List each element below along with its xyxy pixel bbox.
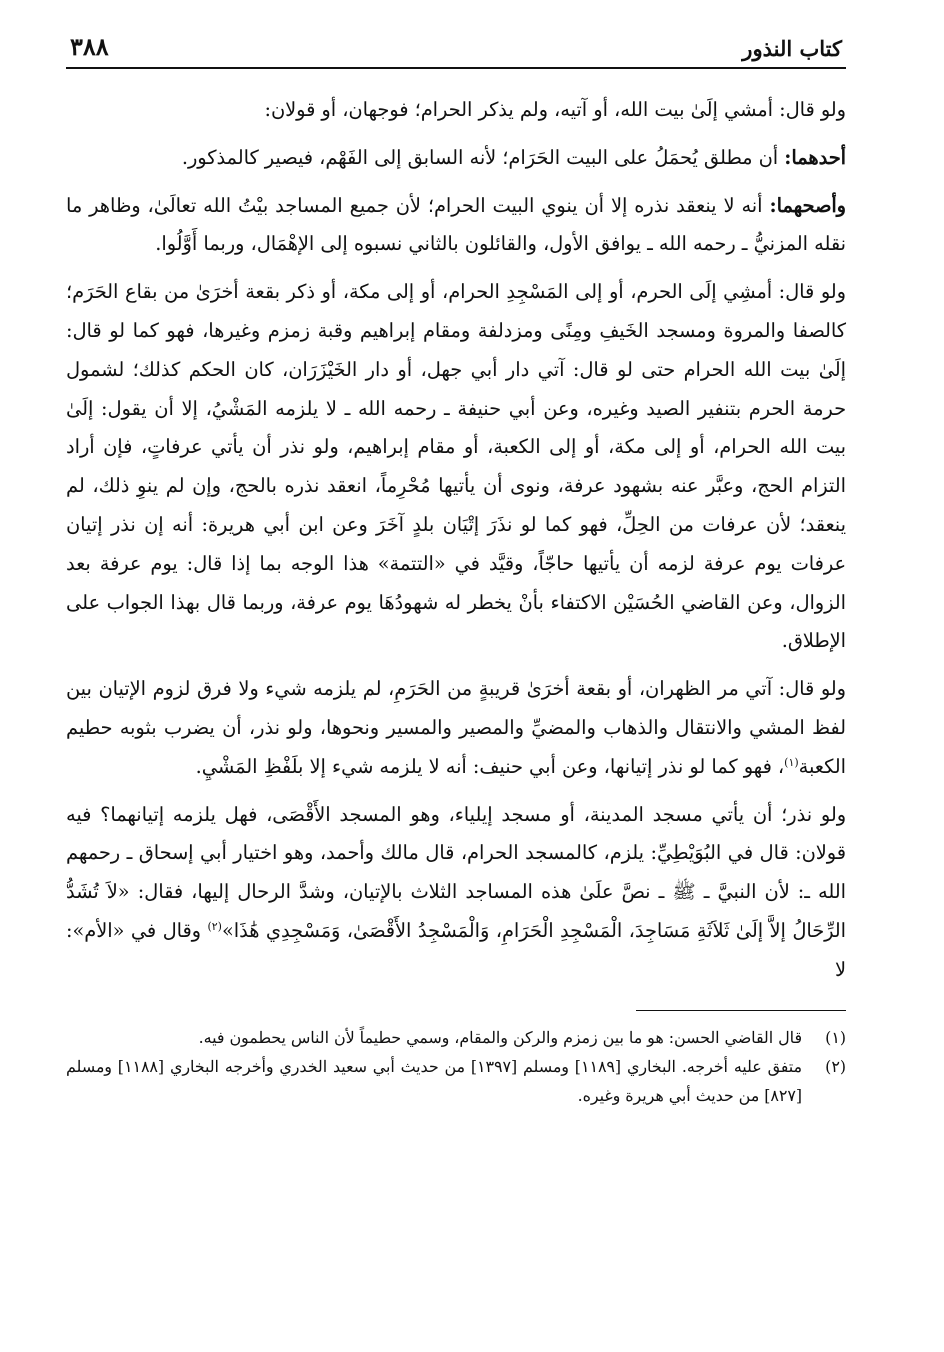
paragraph-text: ولو قال: أمشي إلَىٰ بيت الله، أو آتيه، ولم يذكر الحرام؛ فوجهان، أو قولان: <box>264 98 846 121</box>
paragraph <box>66 670 846 786</box>
book-title: كتاب النذور <box>742 36 842 61</box>
footnote <box>66 1023 846 1052</box>
footnote-reference[interactable]: (١) <box>784 755 799 769</box>
footnote-divider <box>636 1010 846 1011</box>
paragraph <box>66 796 846 990</box>
book-page <box>66 32 846 1110</box>
page-number: ٣٨٨ <box>70 32 109 61</box>
paragraph-text: أن مطلق يُحمَلُ على البيت الحَرَام؛ لأنه السابق إلى الفَهْم، فيصير كالمذكور. <box>181 145 785 169</box>
paragraph-text: ولو قال: آتي مر الظهران، أو بقعة أخرَىٰ قريبةٍ من الحَرَمِ، لم يلزمه شيء ولا فرق لزوم الإتيان بين لفظ المشي والانتقال والذهاب والمضيِّ والمصير والمسير ونحوها، ولو نذر، أن يضرب بثوبه حطيم الكعبة <box>66 677 846 778</box>
paragraph-text-continued: ، فهو كما لو نذر إتيانها، وعن أبي حنيف: أنه لا يلزمه شيء إلا بلَفْظِ المَشْيِ. <box>195 754 785 778</box>
paragraph <box>66 187 846 265</box>
page-header <box>66 32 846 69</box>
paragraph-text: أنه لا ينعقد نذره إلا أن ينوي البيت الحرام؛ لأن جميع المساجد بيْتُ الله تعالَىٰ، وظاهر ما نقله المزنيُّ ـ رحمه الله ـ يوافق الأول، والقائلون بالثاني نسبوه إلى الإهْمَال، وربما أَوَّلُوا. <box>66 193 846 256</box>
footnote-number: (٢) <box>825 1056 846 1076</box>
footnote-text: قال القاضي الحسن: هو ما بين زمزم والركن والمقام، وسمي حطيماً لأن الناس يحطمون فيه. <box>198 1027 802 1047</box>
footnote-reference[interactable]: (٢) <box>207 919 222 933</box>
footnote-text: متفق عليه أخرجه. البخاري [١١٨٩] ومسلم [١٣٩٧] من حديث أبي سعيد الخدري وأخرجه البخاري [١١٨٨] ومسلم [٨٢٧] من حديث أبي هريرة وغيره. <box>66 1056 802 1105</box>
paragraph <box>66 273 846 661</box>
footnote-number: (١) <box>825 1027 846 1047</box>
paragraph-text-continued: وقال في «الأم»: لا <box>66 918 846 981</box>
paragraph-lead: وأصحهما: <box>769 193 846 217</box>
footnote <box>66 1052 846 1110</box>
paragraph-lead: أحدهما: <box>784 145 846 169</box>
paragraph <box>66 139 846 178</box>
paragraph <box>66 91 846 130</box>
footnotes <box>66 1023 846 1110</box>
main-text <box>66 91 846 990</box>
paragraph-text: ولو قال: أمشِي إلَى الحرم، أو إلى المَسْجِدِ الحرام، أو إلى مكة، أو ذكر بقعة أخرَىٰ من بقاع الحَرَم؛ كالصفا والمروة ومسجد الخَيفِ ومِنًى ومزدلفة ومقام إبراهيم وقبة زمزم وغيرها، فهو كما لو قال: إلَىٰ بيت الله الحرام حتى لو قال: آتي دار أبي جهل، أو دار الخَيْزَرَان، كان الحكم كذلك؛ لشمول حرمة الحرم بتنفير الصيد وغيره، وعن أبي حنيفة ـ رحمه الله ـ لا يلزمه المَشْيُ، إلا أن يقول: إلَىٰ بيت الله الحرام، أو إلى مكة، أو إلى الكعبة، أو مقام إبراهيم، ولو نذر أن يأتي عرفاتٍ، فإن أراد التزام الحج، وعبَّر عنه بشهود عرفة، ونوى أن يأتيها مُحْرِماً، انعقد نذره بالحج، وإن لم ينوِ ذلك، لم ينعقد؛ لأن عرفات من الحِلِّ، فهو كما لو نذَرَ إتْيَان بلدٍ آخَرَ وعن ابن أبي هريرة: أنه إن نذر إتيان عرفات يوم عرفة لزمه أن يأتيها حاجّاً، وقيَّد في «التتمة» هذا الوجه بما إذا قال: يوم عرفة بعد الزوال، وعن القاضي الحُسَيْن الاكتفاء بأنْ يخطر له شهودُهَا يوم عرفة، وربما قال بهذا الجواب على الإطلاق. <box>66 280 846 653</box>
paragraph-text: ولو نذر؛ أن يأتي مسجد المدينة، أو مسجد إيلياء، وهو المسجد الأَقْصَى، فهل يلزمه إتيانهما؟ فيه قولان: قال في البُوَيْطِيِّ: يلزم، كالمسجد الحرام، قال مالك وأحمد، وهو اختيار أبي إسحاق ـ رحمهم الله ـ: لأن النبيَّ ـ ﷺ ـ نصَّ علَىٰ هذه المساجد الثلاث بالإتيان، وشدَّ الرحال إليها، فقال: «لاَ تُشَدُّ الرِّحَالُ إلاَّ إلَىٰ ثَلاَثَةِ مَسَاجِدَ، الْمَسْجِدِ الْحَرَامِ، وَالْمَسْجِدُ الأَقْصَىٰ، وَمَسْجِدِي هَٰذَا» <box>66 802 846 942</box>
